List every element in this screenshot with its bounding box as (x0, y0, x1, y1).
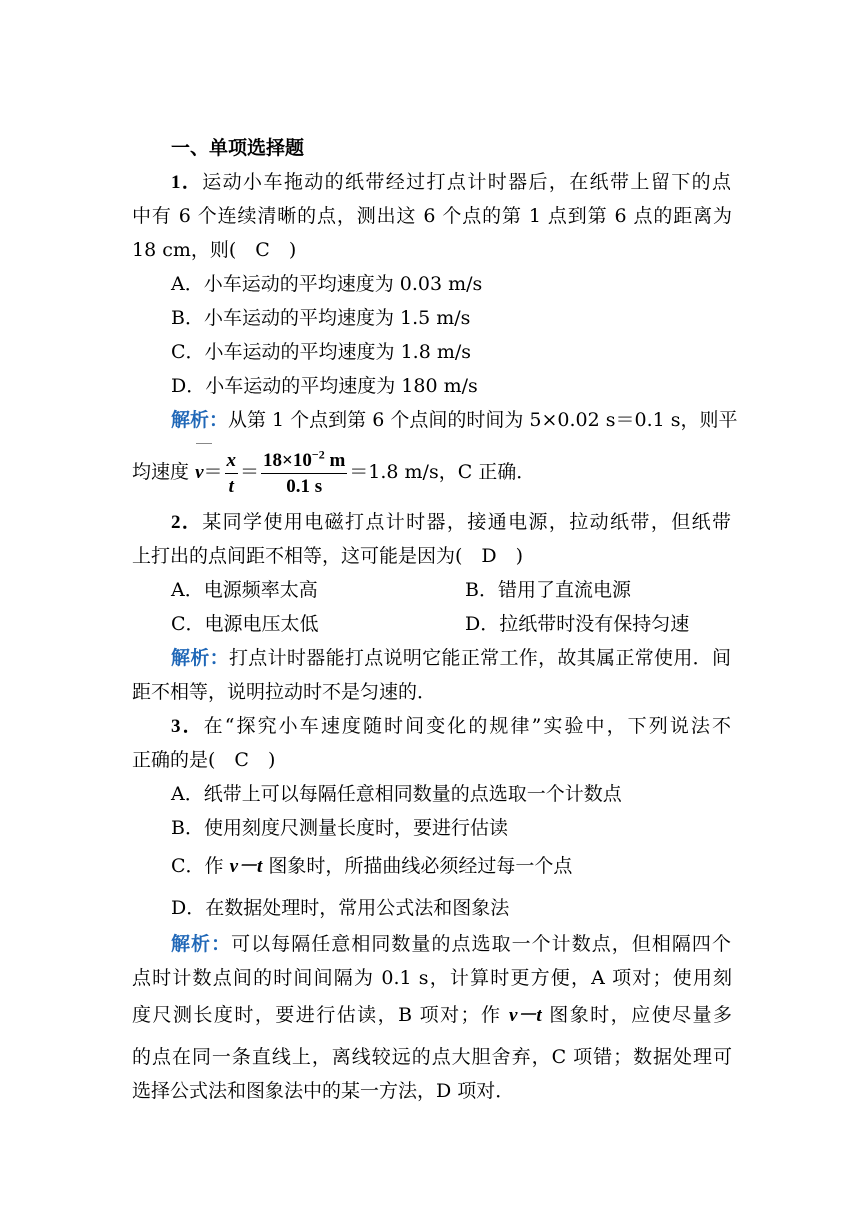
q1-stem-line3: 18 cm，则( C ) (132, 239, 297, 261)
fraction-t: t (225, 473, 239, 496)
q2-stem-text1: 某同学使用电磁打点计时器，接通电源，拉动纸带，但纸带 (202, 511, 731, 533)
q1-option-b: B．小车运动的平均速度为 1.5 m/s (171, 307, 471, 329)
q3-number: 3． (171, 716, 204, 737)
fraction-x: x (226, 449, 237, 471)
q2-option-b: B．错用了直流电源 (465, 579, 631, 601)
q1-analysis-line2 (132, 446, 732, 498)
fraction-x-over-t (225, 451, 239, 496)
fraction-denominator: 0.1 s (261, 473, 347, 496)
q3-option-a: A．纸带上可以每隔任意相同数量的点选取一个计数点 (171, 783, 622, 805)
q3-analysis-line5: 选择公式法和图象法中的某一方法，D 项对． (132, 1080, 515, 1102)
q3-analysis-line1 (171, 927, 731, 961)
q1-stem-line2: 中有 6 个连续清晰的点，测出这 6 个点的第 1 点到第 6 点的距离为 (132, 205, 732, 227)
q1-option-d: D．小车运动的平均速度为 180 m/s (171, 375, 478, 397)
q3-option-b: B．使用刻度尺测量长度时，要进行估读 (171, 817, 508, 839)
q3-option-c (171, 849, 731, 883)
q1-analysis-text1: 从第 1 个点到第 6 个点间的时间为 5×0.02 s＝0.1 s，则平 (228, 409, 738, 431)
q1-option-c: C．小车运动的平均速度为 1.8 m/s (171, 341, 472, 363)
equals-1: ＝ (203, 461, 223, 483)
q2-option-a: A．电源频率太高 (171, 579, 318, 601)
q3-analysis-vt: v－t (509, 1005, 542, 1026)
q3-analysis-line2: 点时计数点间的时间间隔为 0.1 s，计算时更方便，A 项对；使用刻 (132, 967, 732, 989)
q1-analysis-prefix: 均速度 (132, 461, 190, 483)
q2-analysis-line2: 距不相等，说明拉动时不是匀速的． (132, 681, 437, 703)
equals-2: ＝ (240, 461, 260, 483)
q1-analysis-line1 (171, 403, 738, 437)
q3-analysis-label: 解析： (171, 933, 232, 955)
q1-option-a: A．小车运动的平均速度为 0.03 m/s (171, 273, 483, 295)
numerator-base: 18×10 (263, 449, 312, 471)
numerator-exponent: −2 (311, 447, 325, 462)
q3-stem-line2: 正确的是( C ) (132, 749, 276, 771)
q3-stem-line1 (171, 709, 731, 743)
q1-analysis-result: ＝1.8 m/s，C 正确． (349, 461, 536, 483)
q3-analysis-line3 (132, 998, 732, 1032)
q2-analysis-line1 (171, 641, 731, 675)
q1-number: 1． (171, 172, 203, 193)
section-title: 一、单项选择题 (171, 137, 305, 159)
q2-option-d: D．拉纸带时没有保持匀速 (465, 613, 690, 635)
q3-analysis-text1: 可以每隔任意相同数量的点选取一个计数点，但相隔四个 (231, 933, 731, 955)
fraction-numerator (261, 447, 347, 473)
q1-stem-text1: 运动小车拖动的纸带经过打点计时器后，在纸带上留下的点 (202, 171, 731, 193)
q1-analysis-label: 解析： (171, 409, 229, 431)
q1-stem-line1 (171, 165, 731, 199)
q2-stem-line2: 上打出的点间距不相等，这可能是因为( D ) (132, 545, 524, 567)
q3-option-c-prefix: C．作 (171, 855, 230, 877)
q3-analysis-line3-prefix: 度尺测长度时，要进行估读，B 项对；作 (132, 1004, 509, 1026)
q2-analysis-label: 解析： (171, 647, 229, 669)
q3-stem-text1: 在“探究小车速度随时间变化的规律”实验中，下列说法不 (203, 715, 731, 737)
q2-analysis-text1: 打点计时器能打点说明它能正常工作，故其属正常使用．间 (228, 647, 731, 669)
v-symbol: v (195, 462, 204, 483)
q3-option-c-vt: v－t (229, 856, 263, 877)
numerator-unit: m (324, 449, 346, 471)
q3-analysis-line4: 的点在同一条直线上，离线较远的点大胆舍弃，C 项错；数据处理可 (132, 1046, 732, 1068)
q3-option-d: D．在数据处理时，常用公式法和图象法 (171, 897, 510, 919)
fraction-distance-over-time (261, 447, 347, 497)
q2-number: 2． (171, 512, 203, 533)
q2-stem-line1 (171, 505, 731, 539)
average-bar-mark (196, 443, 212, 444)
q3-option-c-suffix: 图象时，所描曲线必须经过每一个点 (262, 855, 573, 877)
q3-analysis-line3-suffix: 图象时，应使尽量多 (541, 1004, 732, 1026)
q2-option-c: C．电源电压太低 (171, 613, 319, 635)
